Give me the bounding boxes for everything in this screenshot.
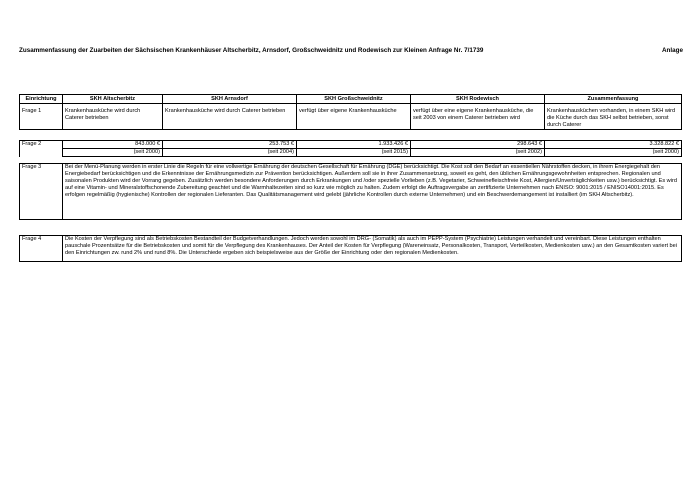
cell-zusammenfassung: Krankenhausküchen vorhanden, in einem SKH wird die Küche durch das SKH selbst betrieben, sonst durch Caterer xyxy=(545,104,682,130)
column-header-grossschweidnitz: SKH Großschweidnitz xyxy=(297,95,411,104)
cell-altscherbitz: Krankenhausküche wird durch Caterer betrieben xyxy=(63,104,163,130)
row-label: Frage 4 xyxy=(20,236,63,262)
amount-zusammenfassung: 3.328.822 € xyxy=(545,141,682,149)
amount-arnsdorf: 253.753 € xyxy=(163,141,297,149)
answer-text: Die Kosten der Verpflegung sind als Betriebskosten Bestandteil der Budgetverhandlungen. Jedoch werden sowohl im DRG- (Somatik) als auch im PEPP-System (Psychiatrie) Leistungen verhandelt und vereinbart. Diese Leistungen enthalten pauschale Prozentsätze für die Betriebskosten und somit für die Verpflegung des Krankenhauses. Der Anteil der Kosten für Verpflegung (Wareneinsatz, Personalkosten, Transport, Verteilkosten, Medienkosten usw.) an den Gesamtkosten variert bei den Einrichtungen zw. rund 2% und rund 8%. Die Unterschiede ergeben sich beispielsweise aus der Größe der Einrichtung oder den regionalen Medienkosten. xyxy=(63,236,682,262)
answer-text: Bei der Menü-Planung werden in erster Linie die Regeln für eine vollwertige Ernährung der deutschen Gesellschaft für Ernährung (DGE) berücksichtigt. Die Kost soll den Bedarf an essentiellen Nährstoffen decken, in ihrem Energiegehalt den Energiebedarf berücksichtigen und die Erkenntnisse der Ernährungsmedizin zur Prävention berücksichtigen. Außerdem soll sie in ihrer Zusammensetzung, soweit es geht, den üblichen Ernährungsgewohnheiten entsprechen. Regionalen und saisonalen Produkten wird der Vorrang gegeben. Zusätzlich werden besondere Anforderungen durch Erkrankungen und /oder spezielle Vorlieben (z.B. Vegetarier, Schweinefleischfreie Kost, Allergien/Unverträglichkeiten usw.) berücksichtigt. Es wird auf eine Vitamin- und Mineralstoffschonende Zubereitung geachtet und die Warmhaltezeiten sind so kurz wie möglich zu halten. Zudem erfolgt die Auftragsvergabe an zertifizierte Unternehmen nach ENISO: 9001:2015 / ENISO14001:2015. Es erfolgen regelmäßig (hygienische) Kontrollen der regionalen Lieferanten. Das Qualitätsmanagement wird gelebt (jährliche Kontrollen durch externe Unternehmen) und ein Beschwerdemangement ist installiert (im SKH Altscherbitz). xyxy=(63,164,682,220)
cell-rodewisch: verfügt über eine eigene Krankenhausküche, die seit 2003 von einem Caterer betrieben wird xyxy=(411,104,545,130)
row-label: Frage 3 xyxy=(20,164,63,220)
row-label: Frage 1 xyxy=(20,104,63,130)
table-header-row xyxy=(20,95,682,104)
since-altscherbitz: (seit 2000) xyxy=(63,149,163,157)
table-row xyxy=(20,141,682,149)
table-row xyxy=(20,236,682,262)
since-rodewisch: (seit 2002) xyxy=(411,149,545,157)
table-row xyxy=(20,104,682,130)
table-frage-4 xyxy=(19,235,682,262)
since-zusammenfassung: (seit 2000) xyxy=(545,149,682,157)
document-title: Zusammenfassung der Zuarbeiten der Sächsischen Krankenhäuser Altscherbitz, Arnsdorf, Großschweidnitz und Rodewisch zur Kleinen Anfrage Nr. 7/1739 xyxy=(19,47,484,54)
amount-altscherbitz: 843.000 € xyxy=(63,141,163,149)
table-row xyxy=(20,149,682,157)
since-grossschweidnitz: (seit 2015) xyxy=(297,149,411,157)
attachment-label: Anlage xyxy=(662,47,683,54)
row-label: Frage 2 xyxy=(20,141,63,157)
amount-rodewisch: 298.643 € xyxy=(411,141,545,149)
table-frage-1 xyxy=(19,94,682,130)
column-header-altscherbitz: SKH Altscherbitz xyxy=(63,95,163,104)
table-row xyxy=(20,164,682,220)
since-arnsdorf: (seit 2004) xyxy=(163,149,297,157)
column-header-zusammenfassung: Zusammenfassung xyxy=(545,95,682,104)
column-header-einrichtung: Einrichtung xyxy=(20,95,63,104)
amount-grossschweidnitz: 1.933.426 € xyxy=(297,141,411,149)
table-frage-2 xyxy=(19,140,682,157)
cell-grossschweidnitz: verfügt über eigene Krankenhausküche xyxy=(297,104,411,130)
table-frage-3 xyxy=(19,163,682,220)
column-header-rodewisch: SKH Rodewisch xyxy=(411,95,545,104)
cell-arnsdorf: Krankenhausküche wird durch Caterer betrieben xyxy=(163,104,297,130)
column-header-arnsdorf: SKH Arnsdorf xyxy=(163,95,297,104)
